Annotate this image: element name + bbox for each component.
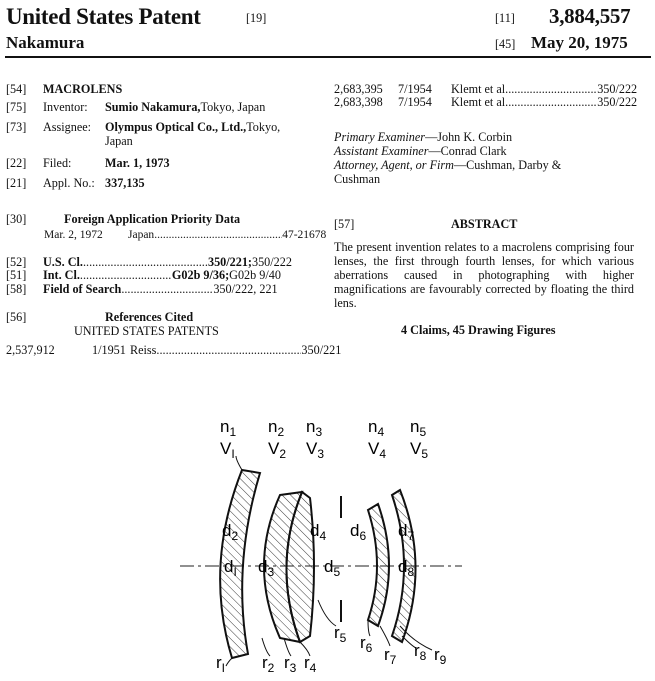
date-code: [45]	[495, 37, 516, 51]
label-d2: $d_2$	[222, 521, 239, 543]
reference-row: 2,683,395 7/1954 Klemt et al. ..... 350/222	[334, 82, 637, 96]
label-n3: $n_3$	[306, 417, 323, 439]
inventor-surname: Nakamura	[6, 33, 85, 52]
assignee-country: Japan	[105, 134, 133, 148]
label-r3: $r_3$	[284, 653, 297, 675]
label-n4: $n_4$	[368, 417, 385, 439]
patent-date: May 20, 1975	[531, 33, 628, 52]
label-v4: $V_4$	[368, 439, 387, 461]
label-d1: $d_I$	[224, 557, 237, 579]
label-r8: $r_8$	[414, 641, 427, 663]
label-d3: $d_3$	[258, 557, 275, 579]
inventor-field: [75] Inventor: Sumio Nakamura, Tokyo, Japan	[6, 100, 266, 114]
label-r9: $r_9$	[434, 645, 447, 667]
appl-field: [21] Appl. No.: 337,135	[6, 176, 145, 190]
references-subtitle: UNITED STATES PATENTS	[74, 324, 219, 338]
label-r4: $r_4$	[304, 653, 317, 675]
assignee-field: [73] Assignee: Olympus Optical Co., Ltd., Tokyo,	[6, 120, 281, 134]
label-n2: $n_2$	[268, 417, 285, 439]
title-code: [19]	[246, 11, 267, 25]
references-heading: [56] References Cited	[6, 310, 194, 324]
filed-field: [22] Filed: Mar. 1, 1973	[6, 156, 170, 170]
label-n5: $n_5$	[410, 417, 427, 439]
label-v2: $V_2$	[268, 439, 287, 461]
patent-number: 3,884,557	[549, 4, 631, 28]
label-d4: $d_4$	[310, 521, 327, 543]
label-d6: $d_6$	[350, 521, 367, 543]
label-v5: $V_5$	[410, 439, 429, 461]
us-class-field: [52] U.S. Cl. ..... 350/221; 350/222	[6, 255, 292, 269]
reference-row: 2,683,398 7/1954 Klemt et al. ..... 350/222	[334, 95, 637, 109]
header-rule	[5, 56, 651, 58]
label-v3: $V_3$	[306, 439, 325, 461]
foreign-priority-entry: Mar. 2, 1972 Japan ..... 47-21678	[44, 228, 326, 242]
assistant-examiner: Assistant Examiner —Conrad Clark	[334, 144, 507, 158]
label-d7: $d_7$	[398, 521, 415, 543]
label-r7: $r_7$	[384, 645, 397, 667]
label-r6: $r_6$	[360, 633, 373, 655]
lens-4	[368, 504, 389, 626]
primary-examiner: Primary Examiner —John K. Corbin	[334, 130, 513, 144]
claims-line: 4 Claims, 45 Drawing Figures	[401, 323, 556, 337]
label-d5: $d_5$	[324, 557, 341, 579]
reference-row: 2,537,912 1/1951 Reiss ..... 350/221	[6, 343, 341, 357]
patent-title: United States Patent	[6, 4, 201, 29]
abstract-title: ABSTRACT	[451, 217, 518, 231]
number-code: [11]	[495, 11, 515, 25]
attorney: Attorney, Agent, or Firm —Cushman, Darby &	[334, 158, 562, 172]
label-v1: $V_I$	[220, 439, 235, 461]
label-d8: $d_8$	[398, 557, 415, 579]
label-r1: $r_I$	[216, 653, 226, 675]
label-r5: $r_5$	[334, 623, 347, 645]
field-of-search: [58] Field of Search ..... 350/222, 221	[6, 282, 278, 296]
title-field: [54] MACROLENS	[6, 82, 123, 96]
foreign-priority-heading: [30] Foreign Application Priority Data	[6, 212, 241, 226]
abstract-code: [57]	[334, 217, 355, 231]
attorney-cont: Cushman	[334, 172, 381, 186]
label-n1: $n_1$	[220, 417, 237, 439]
lens-diagram	[0, 400, 655, 681]
int-class-field: [51] Int. Cl. ..... G02b 9/36; G02b 9/40	[6, 268, 281, 282]
label-r2: $r_2$	[262, 653, 275, 675]
abstract-text: The present invention relates to a macrolens comprising four lenses, the first through fourth lenses, for which various aberrations caused in photographing with higher magnifications are favourably corrected by floating the third lens.	[334, 240, 634, 310]
